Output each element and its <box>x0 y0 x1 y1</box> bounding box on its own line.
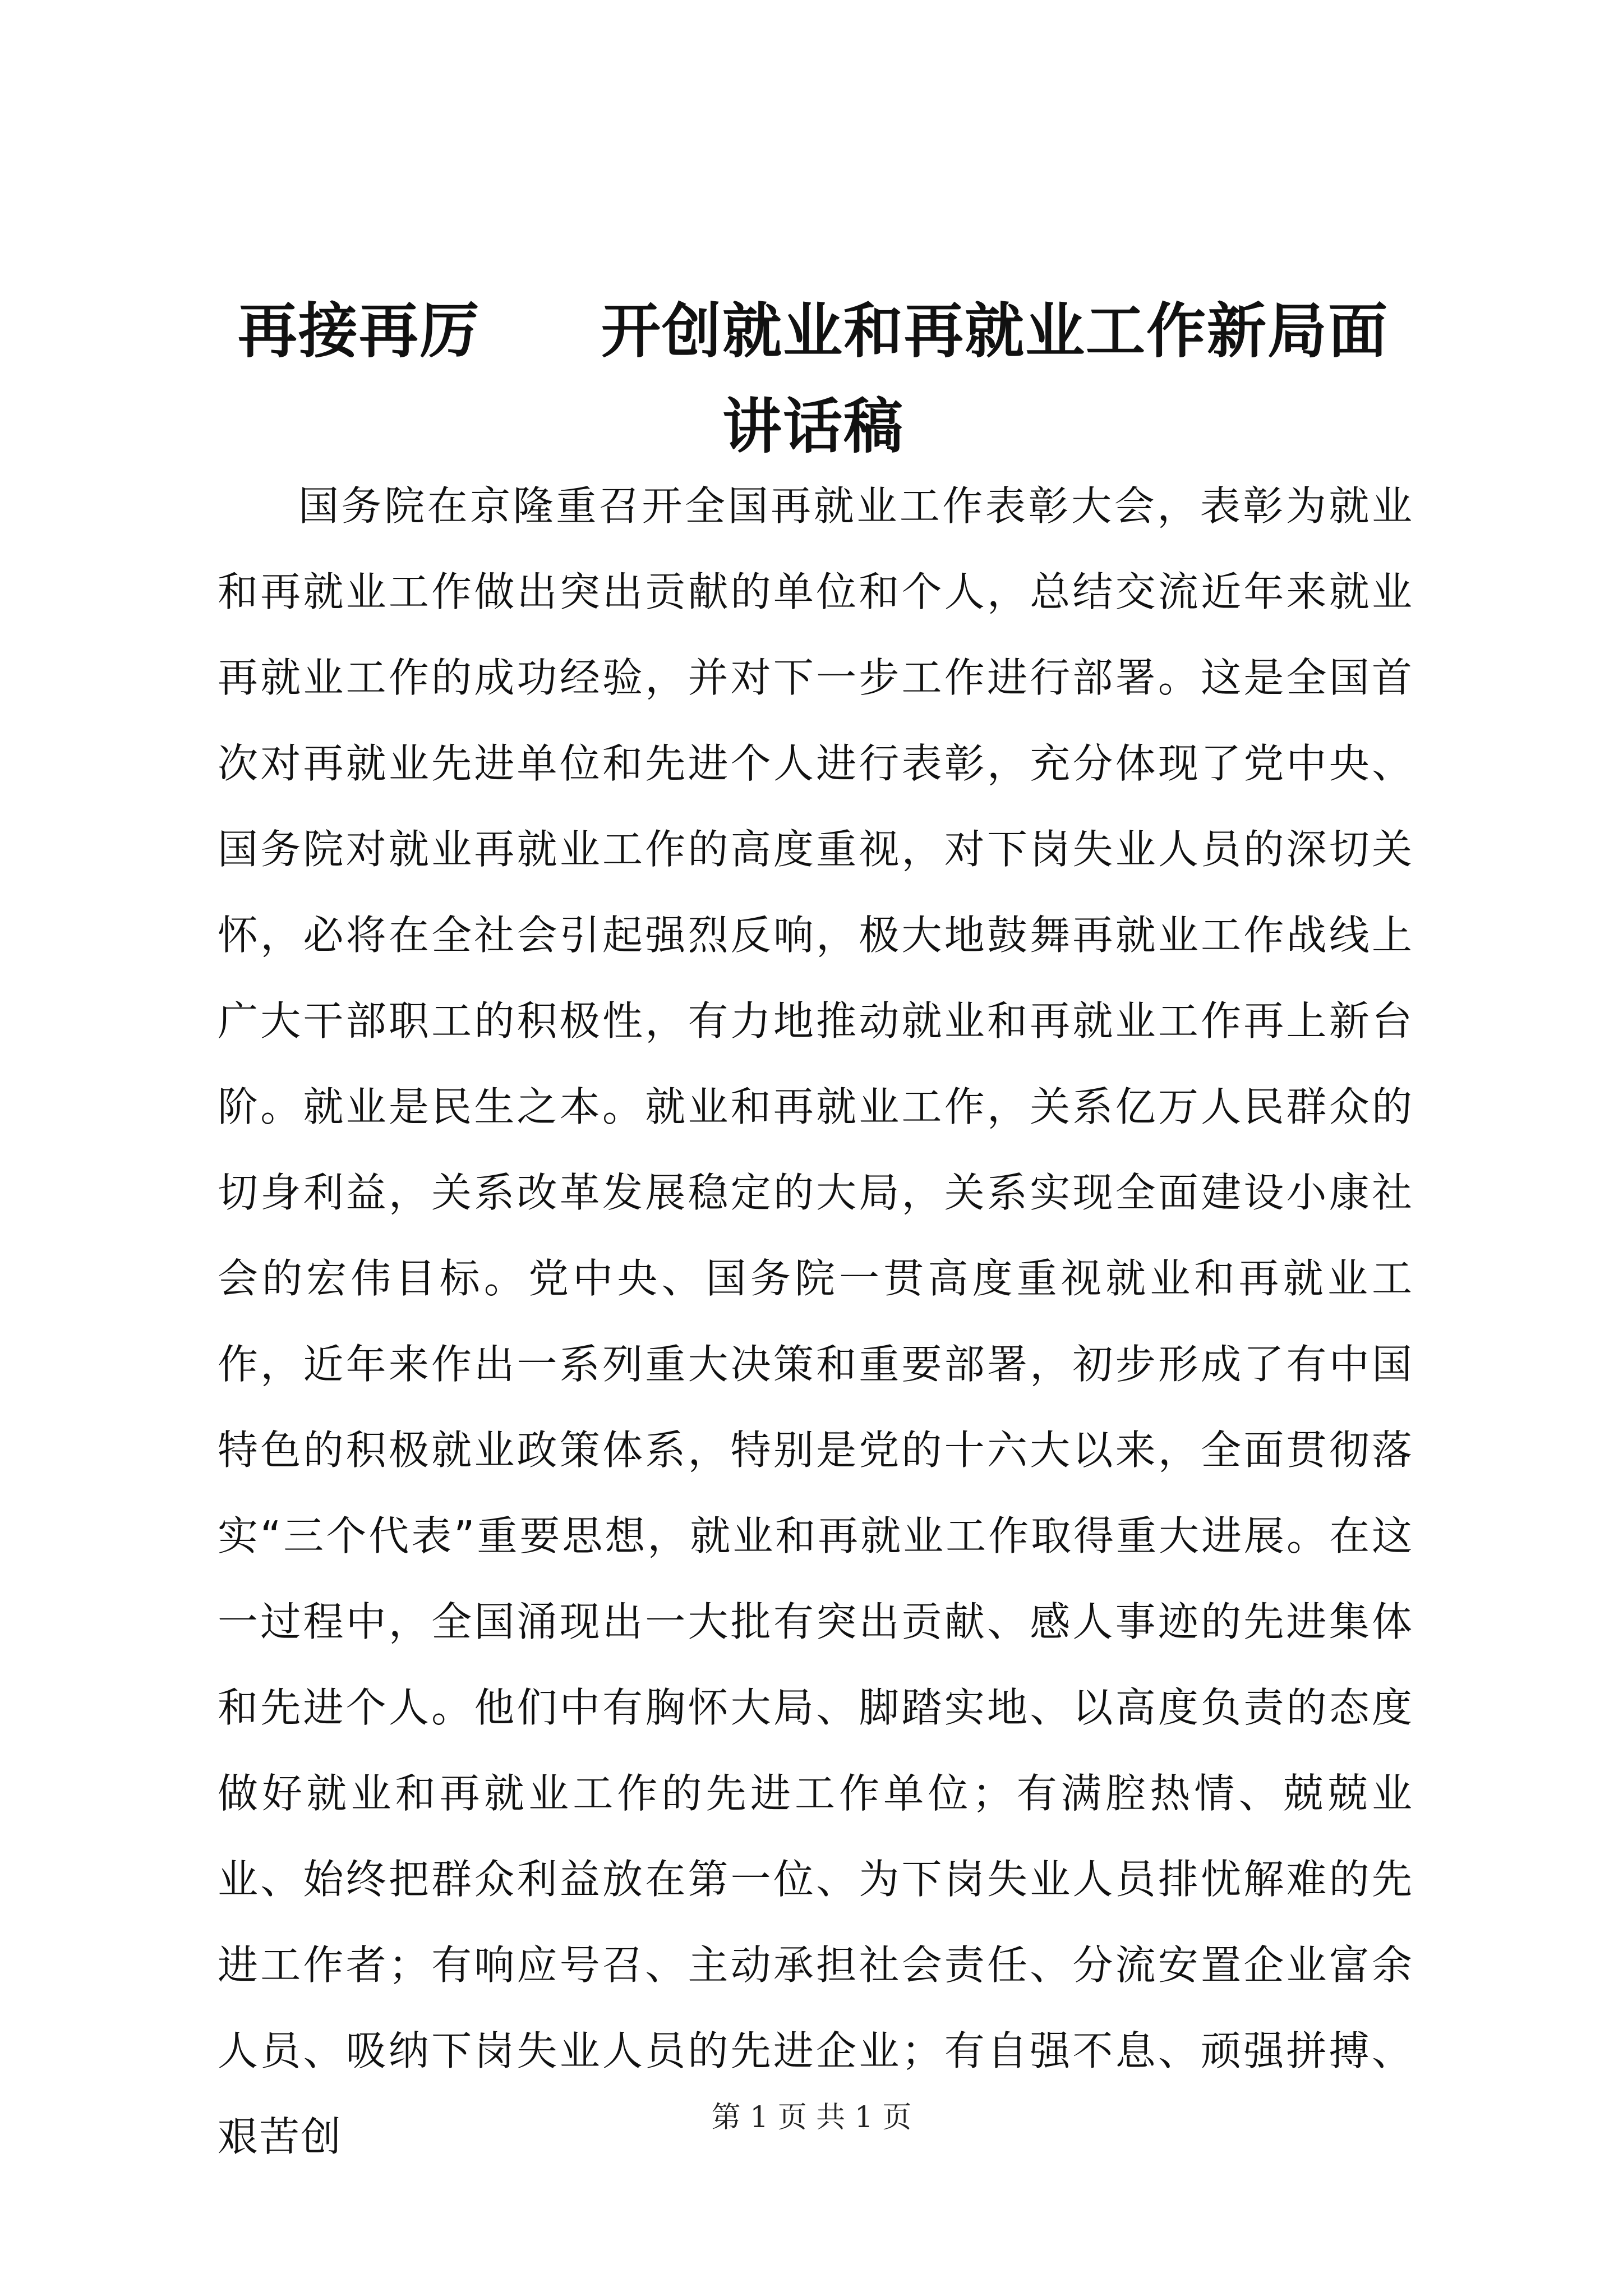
page-number-footer: 第 1 页 共 1 页 <box>711 2101 912 2134</box>
body-paragraph: 国务院在京隆重召开全国再就业工作表彰大会，表彰为就业和再就业工作做出突出贡献的单位和个人，总结交流近年来就业再就业工作的成功经验，并对下一步工作进行部署。这是全国首次对再就业先进单位和先进个人进行表彰，充分体现了党中央、国务院对就业再就业工作的高度重视，对下岗失业人员的深切关怀，必将在全社会引起强烈反响，极大地鼓舞再就业工作战线上广大干部职工的积极性，有力地推动就业和再就业工作再上新台阶。就业是民生之本。就业和再就业工作，关系亿万人民群众的切身利益，关系改革发展稳定的大局，关系实现全面建设小康社会的宏伟目标。党中央、国务院一贯高度重视就业和再就业工作，近年来作出一系列重大决策和重要部署，初步形成了有中国特色的积极就业政策体系，特别是党的十六大以来，全面贯彻落实“三个代表”重要思想，就业和再就业工作取得重大进展。在这一过程中，全国涌现出一大批有突出贡献、感人事迹的先进集体和先进个人。他们中有胸怀大局、脚踏实地、以高度负责的态度做好就业和再就业工作的先进工作单位；有满腔热情、兢兢业业、始终把群众利益放在第一位、为下岗失业人员排忧解难的先进工作者；有响应号召、主动承担社会责任、分流安置企业富余人员、吸纳下岗失业人员的先进企业；有自强不息、顽强拼搏、艰苦创 <box>218 482 1413 2160</box>
document-title: 再接再厉 开创就业和再就业工作新局面讲话稿 <box>238 296 1389 461</box>
